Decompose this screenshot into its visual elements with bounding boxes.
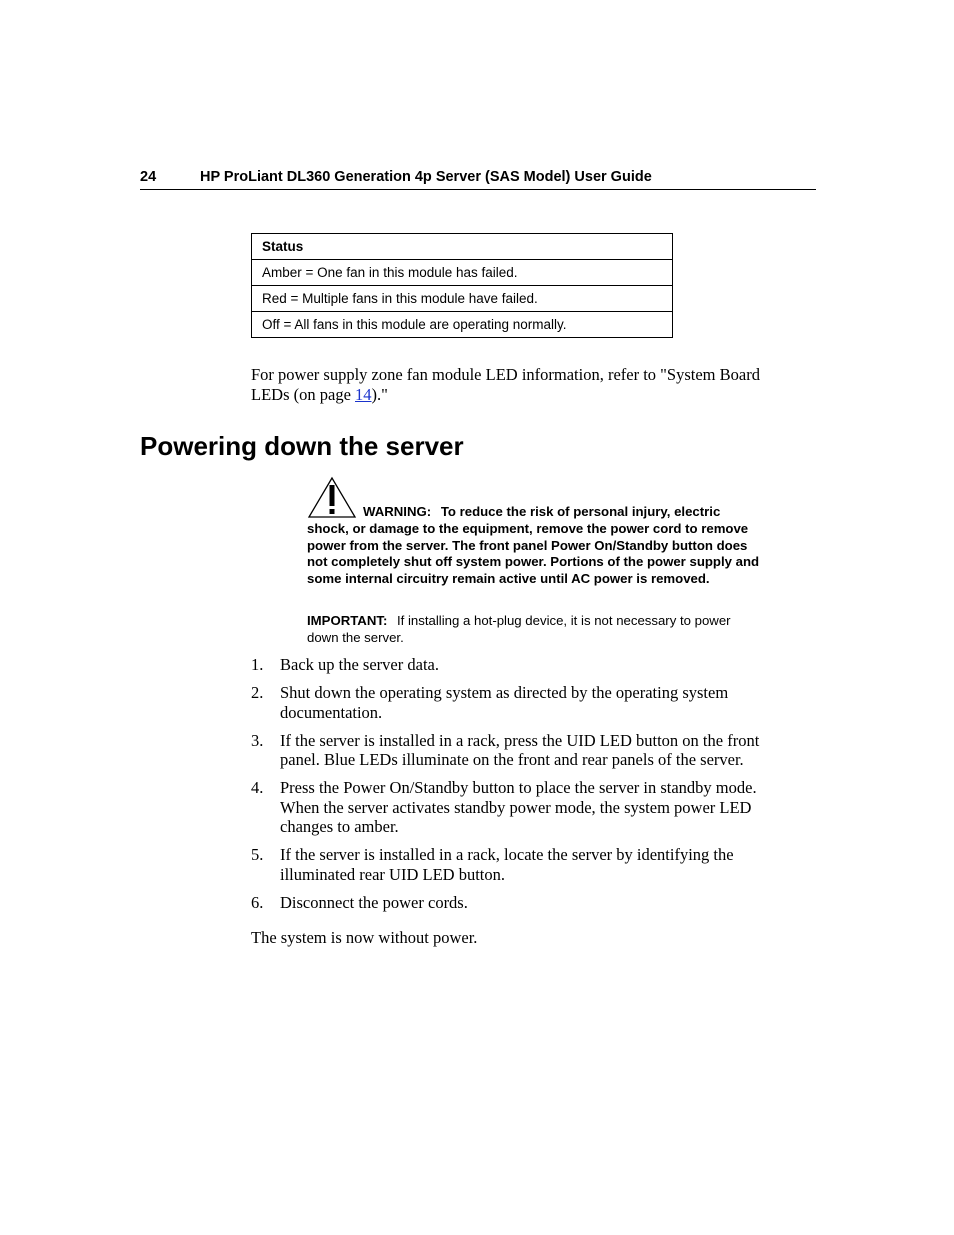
step-text: Back up the server data. xyxy=(280,655,439,674)
list-item xyxy=(251,778,791,836)
section-title: Powering down the server xyxy=(140,431,464,461)
step-text: If the server is installed in a rack, locate the server by identifying the illuminated rear UID LED button. xyxy=(280,845,734,884)
important-label: IMPORTANT: xyxy=(307,613,388,628)
table-cell: Off = All fans in this module are operating normally. xyxy=(252,312,673,338)
table-row xyxy=(252,260,673,286)
step-text: Disconnect the power cords. xyxy=(280,892,468,912)
page-link[interactable]: 14 xyxy=(355,384,372,404)
list-item xyxy=(251,683,791,722)
important-note xyxy=(307,613,747,646)
step-text: Shut down the operating system as directed by the operating system documentation. xyxy=(280,683,729,722)
warning-text: To reduce the risk of personal injury, electric shock, or damage to the equipment, remove the power cord to remove power from the server. The front panel Power On/Standby button does not completely shut off system power. Portions of the power supply and some internal circuitry remain active until AC power is removed. xyxy=(307,504,760,587)
running-title: HP ProLiant DL360 Generation 4p Server (SAS Model) User Guide xyxy=(200,169,652,185)
table-cell: Red = Multiple fans in this module have failed. xyxy=(252,286,673,312)
status-table xyxy=(251,233,673,338)
list-item xyxy=(251,655,791,674)
procedure-steps xyxy=(251,655,791,921)
step-text: Press the Power On/Standby button to place the server in standby mode. When the server activates standby power mode, the system power LED changes to amber. xyxy=(280,778,757,837)
status-column-header: Status xyxy=(252,234,673,260)
table-row xyxy=(252,312,673,338)
step-text: If the server is installed in a rack, press the UID LED button on the front panel. Blue LEDs illuminate on the front and rear panels of the server. xyxy=(280,730,760,770)
step-number: 1. xyxy=(251,655,264,674)
page-header xyxy=(140,169,816,190)
warning-block xyxy=(307,476,762,588)
table-header-row xyxy=(252,234,673,260)
page-number: 24 xyxy=(140,169,157,185)
important-text: If installing a hot-plug device, it is not necessary to power down the server. xyxy=(307,613,731,645)
table-cell: Amber = One fan in this module has failed. xyxy=(252,260,673,286)
reference-paragraph xyxy=(251,365,791,404)
step-number: 5. xyxy=(251,845,264,865)
reference-text-after: )." xyxy=(371,384,388,404)
table-row xyxy=(252,286,673,312)
warning-triangle-icon xyxy=(307,476,357,520)
closing-paragraph: The system is now without power. xyxy=(251,928,478,947)
step-number: 2. xyxy=(251,683,264,703)
step-number: 4. xyxy=(251,778,264,798)
step-number: 6. xyxy=(251,892,264,912)
step-number: 3. xyxy=(251,730,264,750)
reference-text-before: For power supply zone fan module LED information, refer to "System Board LEDs (on page xyxy=(251,365,760,404)
warning-label: WARNING: xyxy=(363,504,432,519)
list-item xyxy=(251,731,791,770)
list-item xyxy=(251,893,791,912)
list-item xyxy=(251,845,791,884)
